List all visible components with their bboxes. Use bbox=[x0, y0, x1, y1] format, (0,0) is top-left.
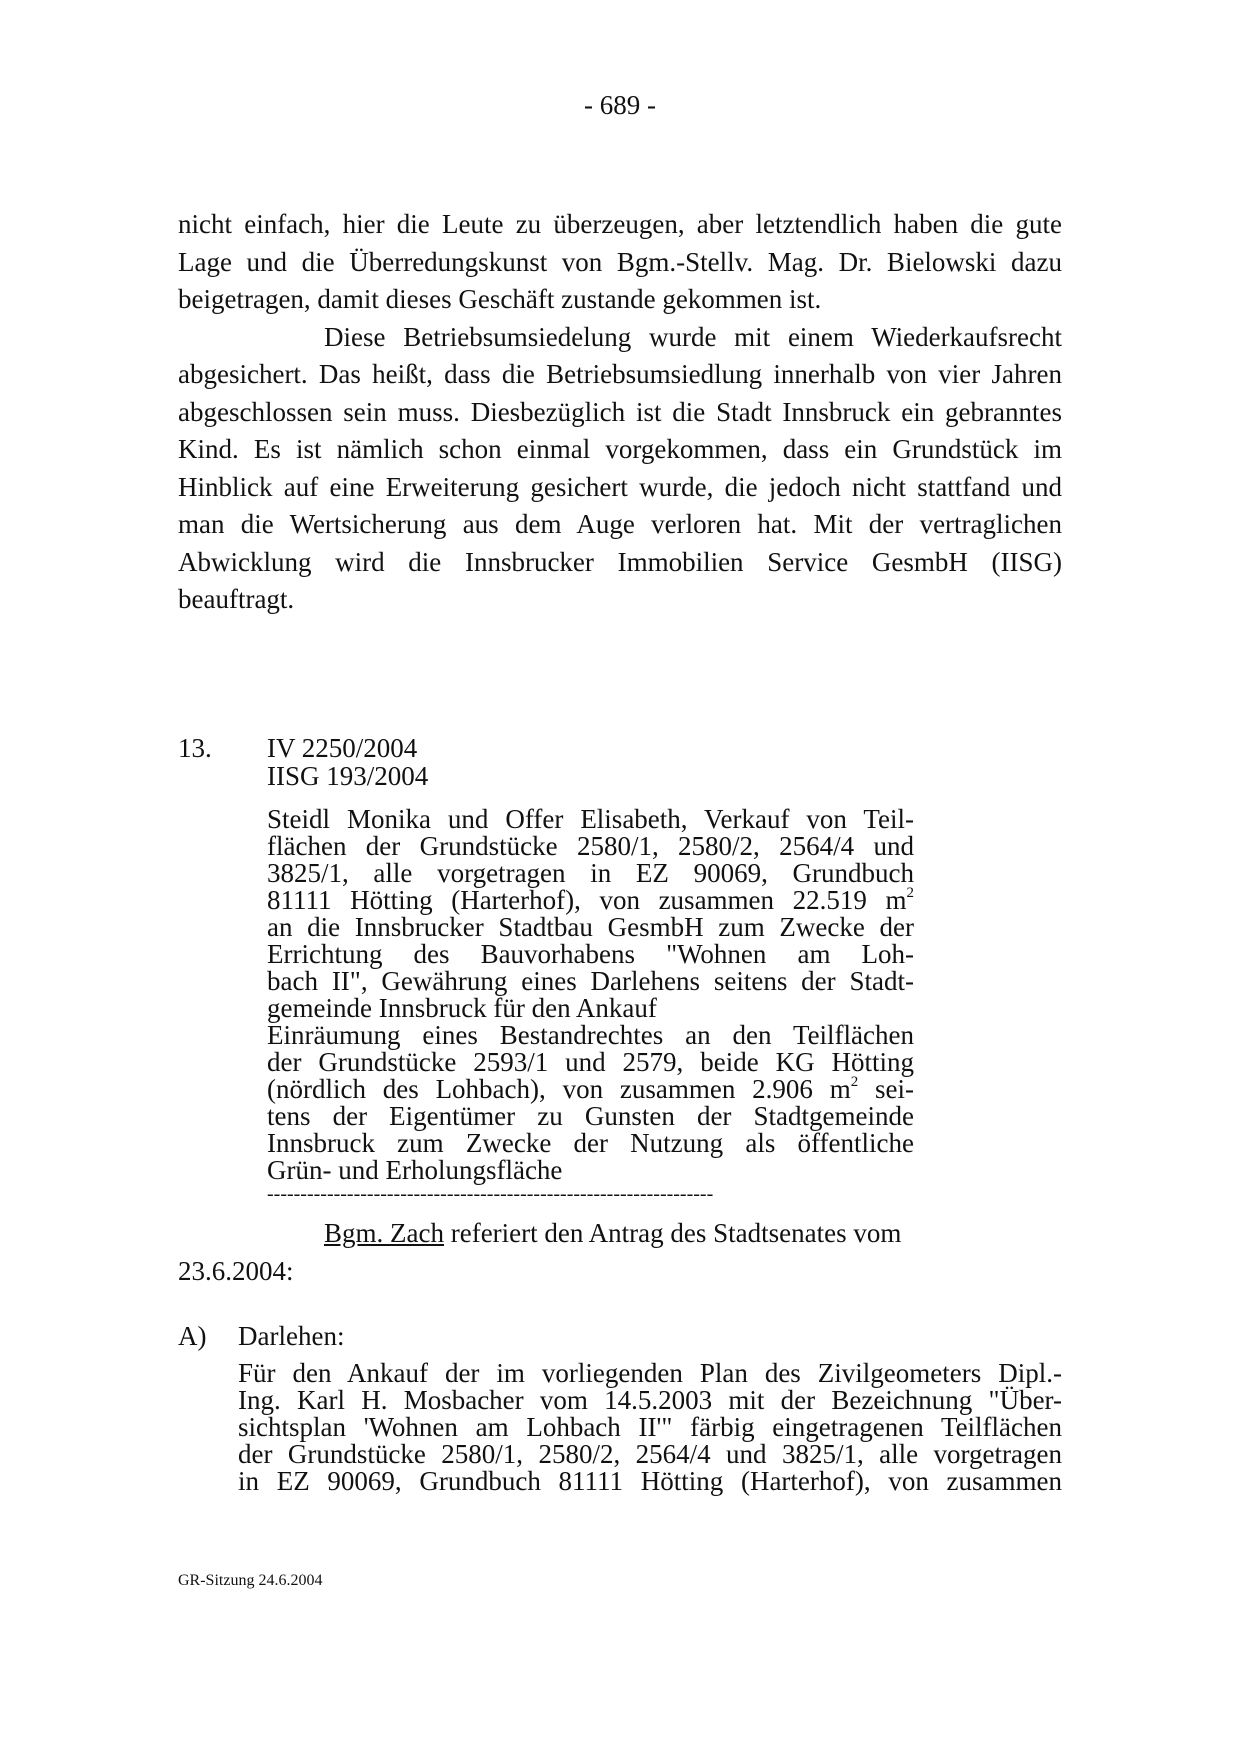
intro-text bbox=[178, 206, 1062, 619]
subject-line: flächen der Grundstücke 2580/1, 2580/2, 2564/4 und bbox=[267, 831, 914, 861]
subject-line: Grün- und Erholungsfläche bbox=[267, 1155, 563, 1185]
section-body bbox=[238, 1360, 1062, 1495]
subject-text: 81111 Hötting (Harterhof), von zusammen 22.519 m bbox=[267, 885, 907, 915]
dashed-divider: ------------------------------------------------------------------- bbox=[267, 1184, 714, 1204]
report-text: referiert den Antrag des Stadtsenates vom bbox=[443, 1218, 902, 1248]
subject-line bbox=[267, 1076, 914, 1103]
paragraph: nicht einfach, hier die Leute zu überzeugen, aber letztendlich haben die gute Lage und die Überredungskunst von Bgm.-Stellv. Mag. Dr. Bielowski dazu beigetragen, damit dieses Geschäft zustande gekommen ist. bbox=[178, 209, 1062, 314]
report-date: 23.6.2004: bbox=[178, 1255, 294, 1286]
subject-line: an die Innsbrucker Stadtbau GesmbH zum Zwecke der bbox=[267, 912, 914, 942]
subject-line: tens der Eigentümer zu Gunsten der Stadtgemeinde bbox=[267, 1101, 914, 1131]
footer-text: GR-Sitzung 24.6.2004 bbox=[178, 1572, 323, 1589]
subject-line: Innsbruck zum Zwecke der Nutzung als öffentliche bbox=[267, 1128, 914, 1158]
subject-line: der Grundstücke 2593/1 und 2579, beide KG Hötting bbox=[267, 1047, 914, 1077]
subject-line: bach II", Gewährung eines Darlehens seitens der Stadt- bbox=[267, 966, 914, 996]
paragraph: Diese Betriebsumsiedelung wurde mit einem Wiederkaufsrecht abgesichert. Das heißt, dass die Betriebsumsiedlung innerhalb von vier Jahren abgeschlossen sein muss. Diesbezüglich ist die Stadt Innsbruck ein gebranntes Kind. Es ist nämlich schon einmal vorgekommen, dass ein Grundstück im Hinblick auf eine Erweiterung gesichert wurde, die jedoch nicht stattfand und man die Wertsicherung aus dem Auge verloren hat. Mit der vertraglichen Abwicklung wird die Innsbrucker Immobilien Service GesmbH (IISG) beauftragt. bbox=[178, 321, 1062, 614]
section-label: A) bbox=[178, 1321, 207, 1351]
section-title: Darlehen: bbox=[238, 1321, 345, 1351]
subject-line: Errichtung des Bauvorhabens "Wohnen am Loh- bbox=[267, 939, 914, 969]
reference-number: IV 2250/2004 bbox=[267, 733, 418, 763]
report-paragraph bbox=[178, 1215, 1062, 1290]
item-number: 13. bbox=[178, 733, 212, 763]
superscript: 2 bbox=[850, 1074, 859, 1090]
body-line: der Grundstücke 2580/1, 2580/2, 2564/4 und 3825/1, alle vorgetragen bbox=[238, 1439, 1062, 1469]
page-number: - 689 - bbox=[584, 90, 656, 120]
subject-line: gemeinde Innsbruck für den Ankauf bbox=[267, 993, 657, 1023]
superscript: 2 bbox=[906, 885, 914, 901]
subject-text: sei- bbox=[858, 1074, 914, 1104]
body-line: sichtsplan 'Wohnen am Lohbach II'" färbig eingetragenen Teilflächen bbox=[238, 1412, 1062, 1442]
body-line: in EZ 90069, Grundbuch 81111 Hötting (Harterhof), von zusammen bbox=[238, 1466, 1062, 1496]
subject-line: 3825/1, alle vorgetragen in EZ 90069, Grundbuch bbox=[267, 858, 914, 888]
item-subject bbox=[267, 806, 914, 1184]
reference-number: IISG 193/2004 bbox=[267, 761, 429, 791]
speaker-name: Bgm. Zach bbox=[324, 1218, 444, 1248]
body-line: Für den Ankauf der im vorliegenden Plan des Zivilgeometers Dipl.- bbox=[238, 1358, 1062, 1388]
subject-line bbox=[267, 887, 914, 914]
subject-text: (nördlich des Lohbach), von zusammen 2.906 m bbox=[267, 1074, 851, 1104]
subject-line: Einräumung eines Bestandrechtes an den Teilflächen bbox=[267, 1020, 914, 1050]
body-line: Ing. Karl H. Mosbacher vom 14.5.2003 mit der Bezeichnung "Über- bbox=[238, 1385, 1062, 1415]
subject-line: Steidl Monika und Offer Elisabeth, Verkauf von Teil- bbox=[267, 804, 914, 834]
